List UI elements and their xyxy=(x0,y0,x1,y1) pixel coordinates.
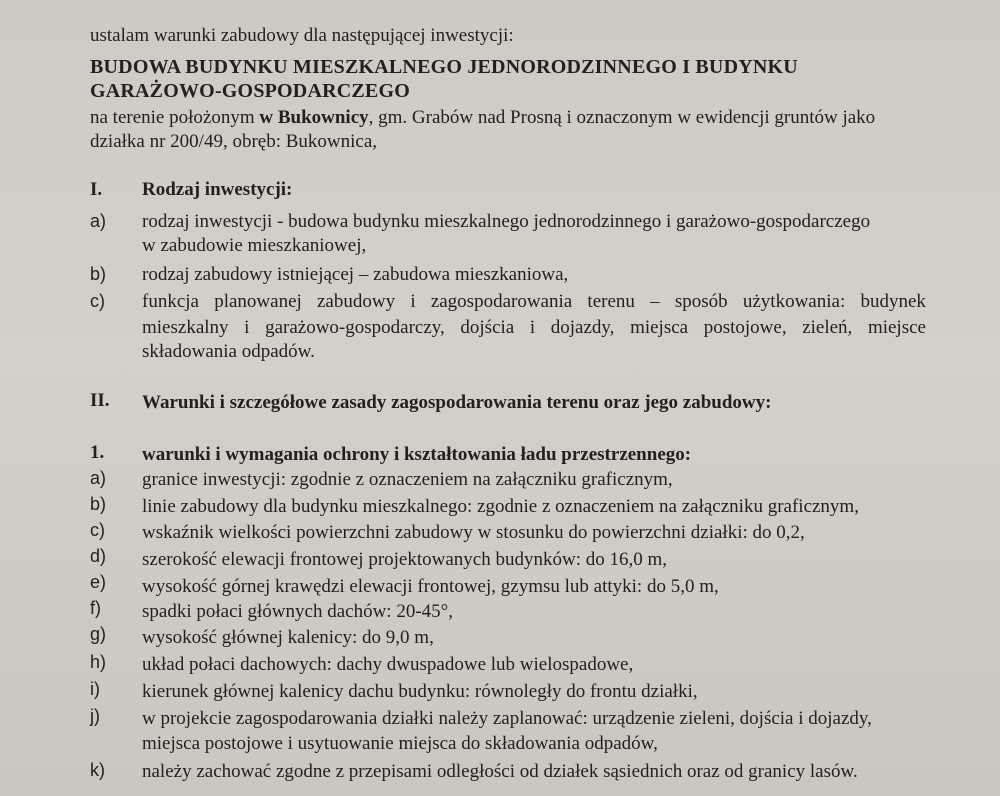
list-label: d) xyxy=(90,546,107,566)
section-2-heading: Warunki i szczegółowe zasady zagospodarowania terenu oraz jego zabudowy: xyxy=(142,392,772,413)
list-label: e) xyxy=(90,572,107,592)
list-label: f) xyxy=(90,598,101,618)
word: i xyxy=(244,317,250,338)
list-label: b) xyxy=(90,264,107,284)
list-item-text: linie zabudowy dla budynku mieszkalnego: zgodnie z oznaczeniem na załączniku graficznym, xyxy=(142,496,859,517)
list-item-text: wysokość górnej krawędzi elewacji frontowej, gzymsu lub attyki: do 5,0 m, xyxy=(142,576,719,597)
list-item-text: rodzaj inwestycji - budowa budynku mieszkalnego jednorodzinnego i garażowo-gospodarczego xyxy=(142,211,871,232)
subsection-heading: warunki i wymagania ochrony i kształtowania ładu przestrzennego: xyxy=(142,444,692,465)
list-item-text: wysokość głównej kalenicy: do 9,0 m, xyxy=(142,627,434,648)
word: – xyxy=(650,291,660,312)
list-label: j) xyxy=(90,706,100,726)
list-label: k) xyxy=(90,760,105,780)
list-item-text: szerokość elewacji frontowej projektowanych budynków: do 16,0 m, xyxy=(142,549,668,570)
word: użytkowania: xyxy=(742,291,846,312)
list-label: g) xyxy=(90,624,107,644)
list-item-text: układ połaci dachowych: dachy dwuspadowe lub wielospadowe, xyxy=(142,654,634,675)
word: miejsca xyxy=(630,317,689,338)
location-place: w Bukownicy xyxy=(259,107,369,128)
word: postojowe, xyxy=(703,317,787,338)
list-item-text: rodzaj zabudowy istniejącej – zabudowa mieszkaniowa, xyxy=(142,264,569,285)
word: dojazdy, xyxy=(550,317,615,338)
word: sposób xyxy=(674,291,728,312)
word: planowanej xyxy=(214,291,302,312)
word: i xyxy=(410,291,416,312)
list-label: c) xyxy=(90,520,105,540)
list-item-text: granice inwestycji: zgodnie z oznaczeniem na załączniku graficznym, xyxy=(142,469,673,490)
subsection-number: 1. xyxy=(90,442,105,463)
location-text-pre: na terenie położonym xyxy=(90,107,260,128)
intro-text: ustalam warunki zabudowy dla następującej inwestycji: xyxy=(90,25,514,46)
location-text-post: , gm. Grabów nad Prosną i oznaczonym w ewidencji gruntów jako xyxy=(368,107,876,128)
list-item-text: wskaźnik wielkości powierzchni zabudowy w stosunku do powierzchni działki: do 0,2, xyxy=(142,522,805,543)
word: miejsce xyxy=(867,317,926,338)
list-item-text: w zabudowie mieszkaniowej, xyxy=(142,235,367,256)
word: funkcja xyxy=(142,291,199,312)
list-label: a) xyxy=(90,211,107,231)
list-label: c) xyxy=(90,291,105,311)
list-item-text: spadki połaci głównych dachów: 20-45°, xyxy=(142,601,454,622)
location-line-2: działka nr 200/49, obręb: Bukownica, xyxy=(90,131,378,152)
list-item-text: należy zachować zgodne z przepisami odległości od działek sąsiednich oraz od granicy lasów. xyxy=(142,761,858,782)
word: zagospodarowania xyxy=(430,291,573,312)
list-label: h) xyxy=(90,652,107,672)
list-item-justified-line xyxy=(142,290,926,314)
list-item-text: miejsca postojowe i usytuowanie miejsca do składowania odpadów, xyxy=(142,733,658,754)
investment-title-line-2: GARAŻOWO-GOSPODARCZEGO xyxy=(90,80,410,102)
word: mieszkalny xyxy=(142,317,229,338)
list-label: b) xyxy=(90,494,107,514)
section-1-heading: Rodzaj inwestycji: xyxy=(142,179,293,200)
word: dojścia xyxy=(460,317,515,338)
word: i xyxy=(529,317,536,338)
list-label: a) xyxy=(90,468,107,488)
section-2-number: II. xyxy=(90,390,110,411)
word: zabudowy xyxy=(317,291,396,312)
investment-title-line-1: BUDOWA BUDYNKU MIESZKALNEGO JEDNORODZINNEGO I BUDYNKU xyxy=(90,56,798,78)
word: garażowo-gospodarczy, xyxy=(265,317,445,338)
list-item-text: kierunek głównej kalenicy dachu budynku: równoległy do frontu działki, xyxy=(142,681,698,702)
location-line-1 xyxy=(90,106,875,130)
list-item-text: składowania odpadów. xyxy=(142,341,315,362)
section-1-number: I. xyxy=(90,179,103,200)
list-item-justified-line xyxy=(142,316,926,340)
list-item-text: w projekcie zagospodarowania działki należy zaplanować: urządzenie zieleni, dojścia i dojazdy, xyxy=(142,708,872,729)
word: zieleń, xyxy=(802,317,853,338)
list-label: i) xyxy=(90,679,100,699)
word: budynek xyxy=(860,291,926,312)
word: terenu xyxy=(587,291,635,312)
